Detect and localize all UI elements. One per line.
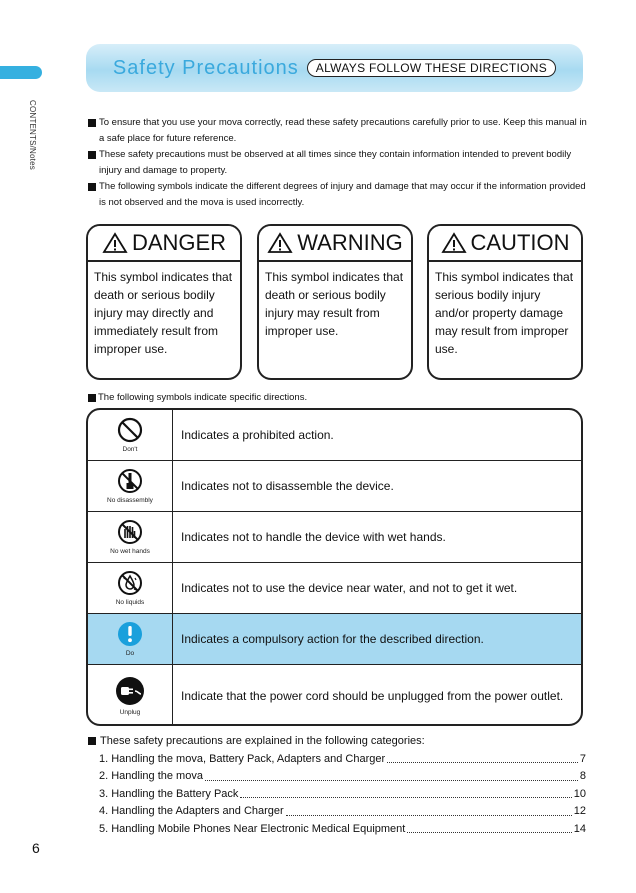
table-row: [88, 461, 581, 512]
intro-item: These safety precautions must be observed at all times since they contain information intended to prevent bodily injury and damage to property.: [88, 147, 588, 179]
symbol-description: Indicates not to disassemble the device.: [181, 479, 394, 493]
category-label: 1. Handling the mova, Battery Pack, Adapters and Charger: [99, 752, 386, 765]
symbol-description: Indicates not to handle the device with wet hands.: [181, 530, 446, 544]
table-row: [88, 512, 581, 563]
table-row: [88, 410, 581, 461]
category-label: 5. Handling Mobile Phones Near Electronic Medical Equipment: [99, 822, 406, 835]
hazard-levels: [86, 224, 583, 380]
category-label: 2. Handling the mova: [99, 770, 203, 782]
page-number: 6: [32, 840, 40, 856]
title-banner: [86, 44, 583, 92]
hazard-title: CAUTION: [470, 230, 570, 255]
intro-item: The following symbols indicate the different degrees of injury and damage that may occur if the information provided is not observed and the mova is used incorrectly.: [88, 179, 588, 211]
hazard-warning: [257, 224, 413, 380]
section-tab: [0, 66, 42, 79]
unplug-icon: [115, 676, 145, 706]
symbols-table: [86, 408, 583, 726]
warning-triangle-icon: [102, 232, 128, 254]
symbols-intro: The following symbols indicate specific directions.: [88, 392, 307, 403]
symbol-description: Indicates not to use the device near water, and not to get it wet.: [181, 581, 518, 595]
no-liquids-icon: [117, 570, 143, 596]
section-label: CONTENTS/Notes: [28, 100, 37, 170]
symbol-label: No wet hands: [110, 548, 150, 555]
category-page: 14: [573, 822, 586, 835]
category-page: 7: [579, 752, 586, 765]
category-page: 12: [573, 805, 586, 817]
categories-title: These safety precautions are explained in the following categories:: [88, 733, 586, 751]
symbol-label: Unplug: [119, 709, 141, 716]
symbol-description: Indicates a prohibited action.: [181, 428, 334, 442]
symbol-description: Indicate that the power cord should be unplugged from the power outlet.: [181, 689, 564, 703]
category-page: 10: [573, 787, 586, 800]
list-item: [88, 751, 586, 769]
warning-triangle-icon: [267, 232, 293, 254]
category-page: 8: [579, 770, 586, 782]
list-item: [88, 768, 586, 786]
table-row: [88, 563, 581, 614]
categories-section: [88, 733, 586, 838]
symbol-label: Do: [125, 650, 135, 657]
hazard-caution: [427, 224, 583, 380]
intro-list: [88, 115, 588, 211]
intro-item: To ensure that you use your mova correctly, read these safety precautions carefully prior to use. Keep this manual in a safe place for future reference.: [88, 115, 588, 147]
list-item: [88, 786, 586, 804]
table-row: [88, 665, 581, 726]
category-label: 4. Handling the Adapters and Charger: [99, 805, 284, 817]
category-label: 3. Handling the Battery Pack: [99, 787, 239, 800]
hazard-danger: [86, 224, 242, 380]
symbol-label: Don't: [122, 446, 138, 453]
no-disassembly-icon: [117, 468, 143, 494]
no-wet-hands-icon: [117, 519, 143, 545]
hazard-title: DANGER: [131, 230, 227, 255]
list-item: [88, 821, 586, 839]
symbol-description: Indicates a compulsory action for the described direction.: [181, 632, 484, 646]
hazard-text: This symbol indicates that death or serious bodily injury may result from improper use.: [265, 270, 404, 338]
hazard-text: This symbol indicates that serious bodily injury and/or property damage may result from improper use.: [435, 270, 574, 356]
table-row: [88, 614, 581, 665]
page-title: Safety Precautions: [112, 56, 299, 79]
exclamation-icon: [117, 621, 143, 647]
symbol-label: No liquids: [115, 599, 145, 606]
list-item: [88, 803, 586, 821]
hazard-text: This symbol indicates that death or serious bodily injury may directly and immediately result from improper use.: [94, 270, 233, 356]
symbol-label: No disassembly: [107, 497, 153, 504]
warning-triangle-icon: [441, 232, 467, 254]
hazard-title: WARNING: [297, 230, 403, 255]
prohibited-icon: [117, 417, 143, 443]
page-subtitle: ALWAYS FOLLOW THESE DIRECTIONS: [307, 59, 556, 77]
